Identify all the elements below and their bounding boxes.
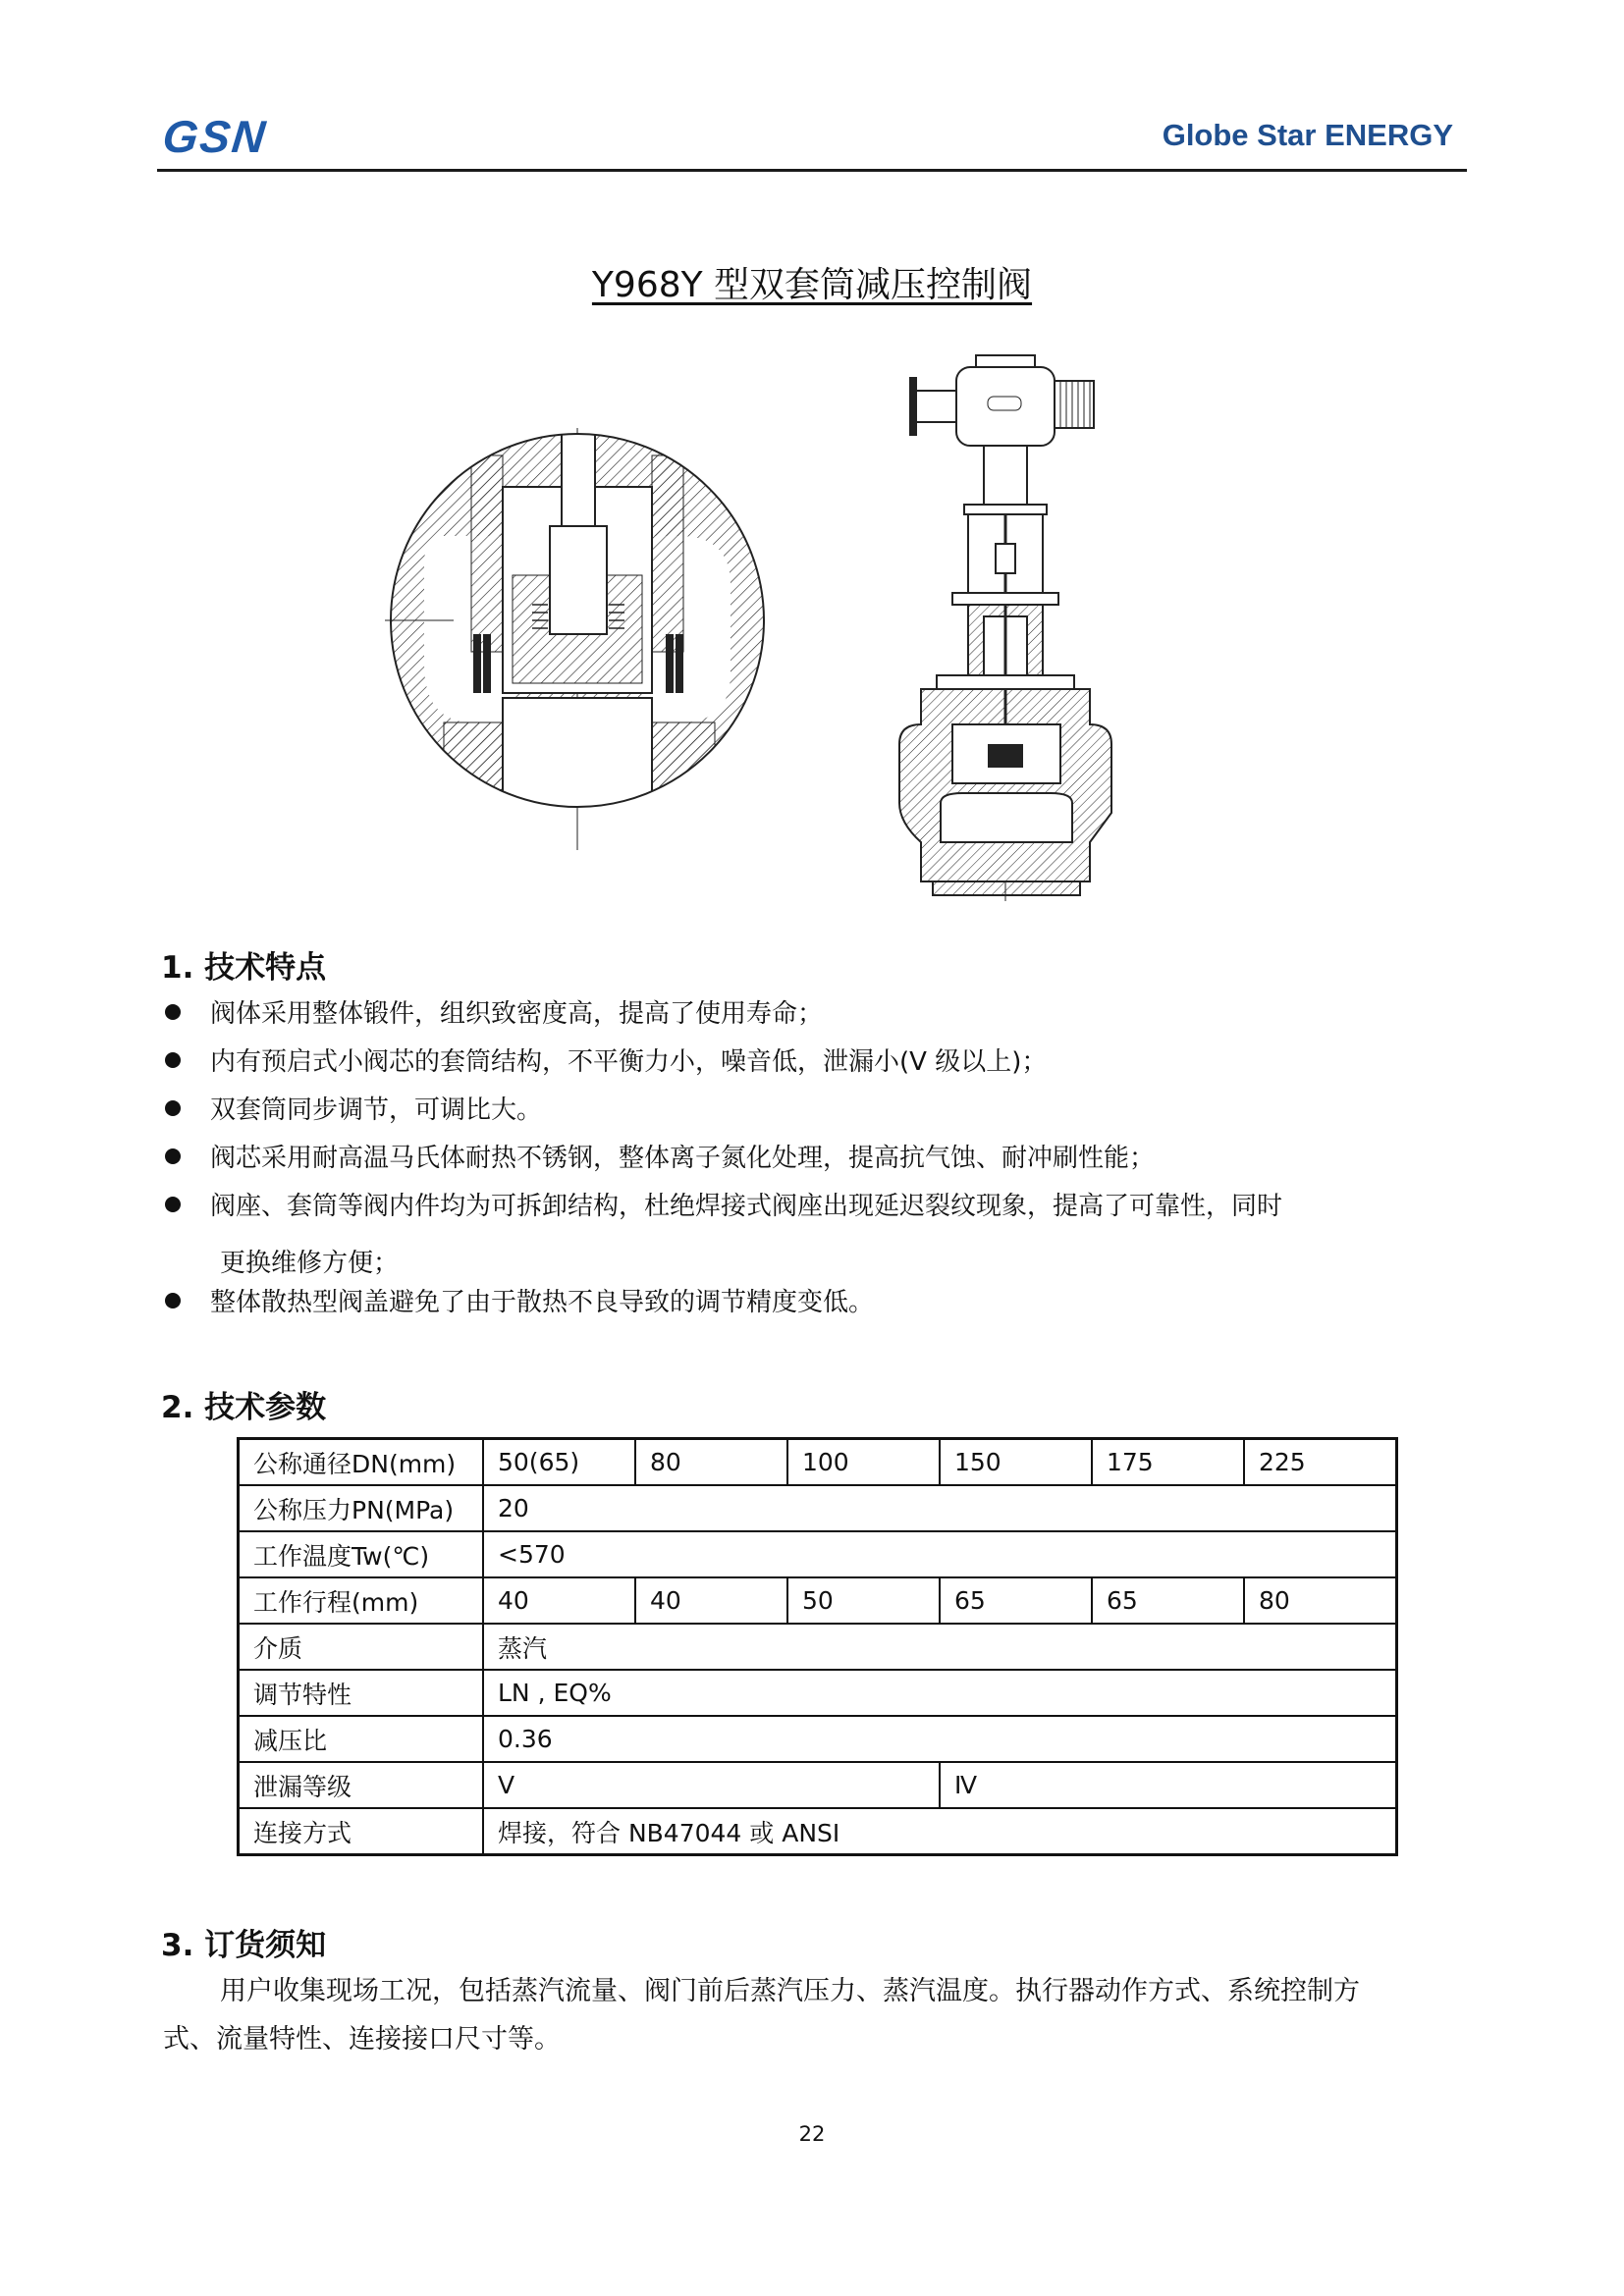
row-header: 泄漏等级: [239, 1762, 484, 1808]
list-item: [165, 1279, 874, 1327]
brand-name: Globe Star ENERGY: [1162, 118, 1453, 152]
table-cell: 40: [635, 1577, 787, 1624]
list-item: [165, 990, 823, 1039]
table-cell: 蒸汽: [483, 1624, 1397, 1670]
table-row: [239, 1439, 1397, 1486]
list-item: [165, 1183, 1282, 1231]
list-item-text: 整体散热型阀盖避免了由于散热不良导致的调节精度变低。: [210, 1288, 875, 1317]
bullet-icon: [165, 1100, 181, 1116]
section-heading-ordering: 3. 订货须知: [161, 1928, 327, 1963]
bullet-icon: [165, 1052, 181, 1068]
list-item-text: 双套筒同步调节，可调比大。: [210, 1095, 543, 1125]
table-cell: 65: [940, 1577, 1092, 1624]
list-item-text: 阀芯采用耐高温马氏体耐热不锈钢，整体离子氮化处理，提高抗气蚀、耐冲刷性能；: [210, 1144, 1156, 1173]
table-row: [239, 1670, 1397, 1716]
header-rule: [157, 169, 1467, 172]
section-heading-parameters: 2. 技术参数: [161, 1390, 327, 1425]
table-cell: 焊接，符合 NB47044 或 ANSI: [483, 1808, 1397, 1855]
table-cell: 50: [787, 1577, 940, 1624]
table-cell: 80: [635, 1439, 787, 1486]
table-row: [239, 1577, 1397, 1624]
table-cell: <570: [483, 1531, 1397, 1577]
row-header: 调节特性: [239, 1670, 484, 1716]
row-header: 减压比: [239, 1716, 484, 1762]
page-number: 22: [798, 2122, 826, 2146]
list-item: [165, 1039, 1047, 1087]
table-cell: 65: [1092, 1577, 1244, 1624]
page-title-text: Y968Y 型双套筒减压控制阀: [591, 265, 1033, 305]
table-cell: V: [483, 1762, 940, 1808]
list-item-text: 内有预启式小阀芯的套筒结构，不平衡力小，噪音低，泄漏小(V 级以上)；: [210, 1047, 1048, 1077]
table-cell: Ⅳ: [940, 1762, 1397, 1808]
company-logo: GSN: [160, 111, 270, 162]
bullet-icon: [165, 1293, 181, 1308]
parameter-table: [237, 1437, 1398, 1856]
bullet-icon: [165, 1004, 181, 1020]
list-item: [165, 1135, 1155, 1183]
page-title: [0, 257, 1624, 307]
table-row: [239, 1716, 1397, 1762]
list-item: [165, 1087, 542, 1135]
table-cell: 150: [940, 1439, 1092, 1486]
bullet-icon: [165, 1197, 181, 1212]
row-header: 公称压力PN(MPa): [239, 1485, 484, 1531]
ordering-paragraph-line-1: 用户收集现场工况，包括蒸汽流量、阀门前后蒸汽压力、蒸汽温度。执行器动作方式、系统控制方: [220, 1976, 1360, 2006]
table-cell: LN , EQ%: [483, 1670, 1397, 1716]
list-item-text: 阀座、套筒等阀内件均为可拆卸结构，杜绝焊接式阀座出现延迟裂纹现象，提高了可靠性，同时: [210, 1192, 1283, 1221]
list-item-continuation: 更换维修方便；: [220, 1249, 400, 1278]
table-row: [239, 1808, 1397, 1855]
table-cell: 225: [1244, 1439, 1397, 1486]
table-row: [239, 1485, 1397, 1531]
table-cell: 80: [1244, 1577, 1397, 1624]
ordering-paragraph-line-2: 式、流量特性、连接接口尺寸等。: [163, 2024, 561, 2055]
table-row: [239, 1762, 1397, 1808]
row-header: 工作行程(mm): [239, 1577, 484, 1624]
table-cell: 20: [483, 1485, 1397, 1531]
table-row: [239, 1531, 1397, 1577]
table-cell: 175: [1092, 1439, 1244, 1486]
section-heading-features: 1. 技术特点: [161, 950, 327, 986]
row-header: 公称通径DN(mm): [239, 1439, 484, 1486]
valve-assembly-drawing: [893, 351, 1129, 901]
list-item-text: 阀体采用整体锻件，组织致密度高，提高了使用寿命；: [210, 999, 824, 1029]
table-cell: 0.36: [483, 1716, 1397, 1762]
row-header: 工作温度Tw(℃): [239, 1531, 484, 1577]
table-row: [239, 1624, 1397, 1670]
table-cell: 100: [787, 1439, 940, 1486]
table-cell: 50(65): [483, 1439, 635, 1486]
table-cell: 40: [483, 1577, 635, 1624]
row-header: 介质: [239, 1624, 484, 1670]
bullet-icon: [165, 1148, 181, 1164]
sleeve-detail-drawing: [385, 428, 778, 850]
row-header: 连接方式: [239, 1808, 484, 1855]
